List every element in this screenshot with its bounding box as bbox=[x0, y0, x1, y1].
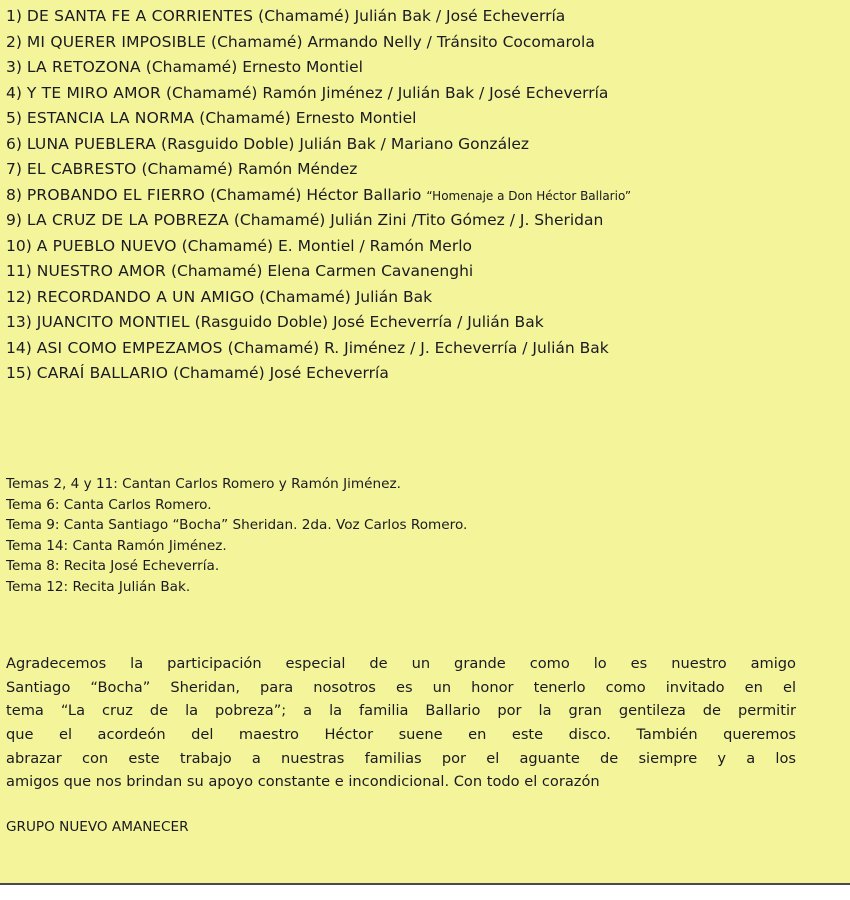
track-note: “Homenaje a Don Héctor Ballario” bbox=[426, 188, 632, 203]
track-authors: Julián Bak / Mariano González bbox=[299, 134, 530, 153]
acknowledgement-line: amigos que nos brindan su apoyo constante e incondicional. Con todo el corazón bbox=[6, 773, 600, 791]
track-authors: Ernesto Montiel bbox=[295, 109, 417, 127]
track-item bbox=[6, 4, 846, 30]
acknowledgement-line: Santiago “Bocha” Sheridan, para nosotros es un honor tenerlo como invitado en el bbox=[6, 678, 796, 696]
track-authors: E. Montiel / Ramón Merlo bbox=[278, 236, 472, 255]
track-genre: (Chamamé) bbox=[165, 83, 258, 102]
track-authors: José Echeverría / Julián Bak bbox=[332, 313, 544, 331]
track-title: MI QUERER IMPOSIBLE bbox=[26, 32, 207, 51]
track-title: CARAÍ BALLARIO bbox=[36, 364, 169, 382]
acknowledgement-line: que el acordeón del maestro Héctor suene en este disco. También queremos bbox=[6, 726, 796, 744]
track-number: 11) bbox=[6, 262, 32, 280]
track-genre: (Chamamé) bbox=[211, 32, 303, 51]
track-title: NUESTRO AMOR bbox=[36, 262, 167, 280]
track-genre: (Chamamé) bbox=[181, 236, 274, 255]
track-item bbox=[6, 55, 846, 81]
track-genre: (Chamamé) bbox=[173, 364, 265, 382]
track-genre: (Rasguido Doble) bbox=[161, 134, 295, 153]
track-item bbox=[6, 30, 846, 56]
credit-line: Tema 6: Canta Carlos Romero. bbox=[6, 496, 212, 513]
track-title: Y TE MIRO AMOR bbox=[26, 83, 162, 102]
track-list bbox=[6, 4, 846, 387]
track-authors: Ramón Méndez bbox=[237, 160, 358, 178]
track-item bbox=[6, 208, 846, 234]
track-item bbox=[6, 361, 846, 387]
track-item bbox=[6, 183, 846, 209]
track-number: 9) bbox=[6, 211, 22, 229]
track-genre: (Chamamé) bbox=[199, 109, 291, 127]
track-title: PROBANDO EL FIERRO bbox=[26, 185, 206, 204]
track-number: 3) bbox=[6, 58, 22, 76]
vocal-credits bbox=[6, 474, 846, 598]
track-genre: (Rasguido Doble) bbox=[194, 313, 329, 331]
track-genre: (Chamamé) bbox=[227, 338, 320, 357]
track-genre: (Chamamé) bbox=[258, 7, 350, 25]
track-title: A PUEBLO NUEVO bbox=[36, 236, 177, 255]
credit-line: Tema 14: Canta Ramón Jiménez. bbox=[6, 537, 227, 554]
track-item bbox=[6, 132, 846, 158]
credit-line: Tema 8: Recita José Echeverría. bbox=[6, 558, 220, 575]
track-authors: Ernesto Montiel bbox=[242, 58, 363, 76]
track-title: DE SANTA FE A CORRIENTES bbox=[26, 7, 254, 25]
track-item bbox=[6, 259, 846, 285]
track-genre: (Chamamé) bbox=[141, 160, 233, 178]
track-authors: R. Jiménez / J. Echeverría / Julián Bak bbox=[324, 338, 609, 357]
track-number: 1) bbox=[6, 7, 22, 25]
track-number: 13) bbox=[6, 313, 32, 331]
track-number: 7) bbox=[6, 160, 22, 178]
acknowledgement-line: abrazar con este trabajo a nuestras familias por el aguante de siempre y a los bbox=[6, 749, 796, 767]
track-number: 4) bbox=[6, 83, 22, 102]
track-title: LA RETOZONA bbox=[26, 58, 141, 76]
acknowledgements-paragraph bbox=[6, 652, 796, 794]
track-genre: (Chamamé) bbox=[233, 211, 326, 229]
track-authors: Julián Bak bbox=[355, 287, 433, 306]
track-number: 2) bbox=[6, 32, 22, 51]
track-number: 14) bbox=[6, 338, 32, 357]
credit-line: Tema 12: Recita Julián Bak. bbox=[6, 578, 191, 595]
track-title: RECORDANDO A UN AMIGO bbox=[36, 287, 255, 306]
track-genre: (Chamamé) bbox=[145, 58, 238, 76]
credit-line: Tema 9: Canta Santiago “Bocha” Sheridan. 2da. Voz Carlos Romero. bbox=[6, 517, 468, 534]
band-signature: GRUPO NUEVO AMANECER bbox=[6, 819, 189, 835]
track-genre: (Chamamé) bbox=[170, 262, 263, 280]
track-authors: Elena Carmen Cavanenghi bbox=[267, 262, 474, 280]
track-authors: José Echeverría bbox=[269, 364, 389, 382]
track-number: 15) bbox=[6, 364, 32, 382]
track-title: ESTANCIA LA NORMA bbox=[26, 109, 195, 127]
track-item bbox=[6, 285, 846, 311]
track-title: EL CABRESTO bbox=[26, 160, 137, 178]
track-item bbox=[6, 310, 846, 336]
acknowledgement-line: tema “La cruz de la pobreza”; a la familia Ballario por la gran gentileza de permitir bbox=[6, 702, 796, 720]
track-item bbox=[6, 336, 846, 362]
track-authors: Héctor Ballario bbox=[306, 185, 422, 204]
track-number: 12) bbox=[6, 287, 32, 306]
track-number: 6) bbox=[6, 134, 22, 153]
track-genre: (Chamamé) bbox=[259, 287, 351, 306]
track-number: 10) bbox=[6, 236, 32, 255]
track-genre: (Chamamé) bbox=[209, 185, 302, 204]
track-item bbox=[6, 106, 846, 132]
track-authors: Ramón Jiménez / Julián Bak / José Echeverría bbox=[262, 83, 609, 102]
track-item bbox=[6, 234, 846, 260]
bottom-divider bbox=[0, 883, 850, 885]
track-number: 8) bbox=[6, 185, 22, 204]
track-title: JUANCITO MONTIEL bbox=[36, 313, 190, 331]
track-item bbox=[6, 157, 846, 183]
credit-line: Temas 2, 4 y 11: Cantan Carlos Romero y Ramón Jiménez. bbox=[6, 476, 401, 492]
track-item bbox=[6, 81, 846, 107]
track-title: ASI COMO EMPEZAMOS bbox=[36, 338, 223, 357]
track-number: 5) bbox=[6, 109, 22, 127]
track-authors: Armando Nelly / Tránsito Cocomarola bbox=[307, 32, 595, 51]
track-title: LUNA PUEBLERA bbox=[26, 134, 157, 153]
track-authors: Julián Zini /Tito Gómez / J. Sheridan bbox=[330, 211, 604, 229]
track-authors: Julián Bak / José Echeverría bbox=[354, 7, 566, 25]
track-title: LA CRUZ DE LA POBREZA bbox=[26, 211, 229, 229]
acknowledgement-line: Agradecemos la participación especial de un grande como lo es nuestro amigo bbox=[6, 655, 796, 672]
